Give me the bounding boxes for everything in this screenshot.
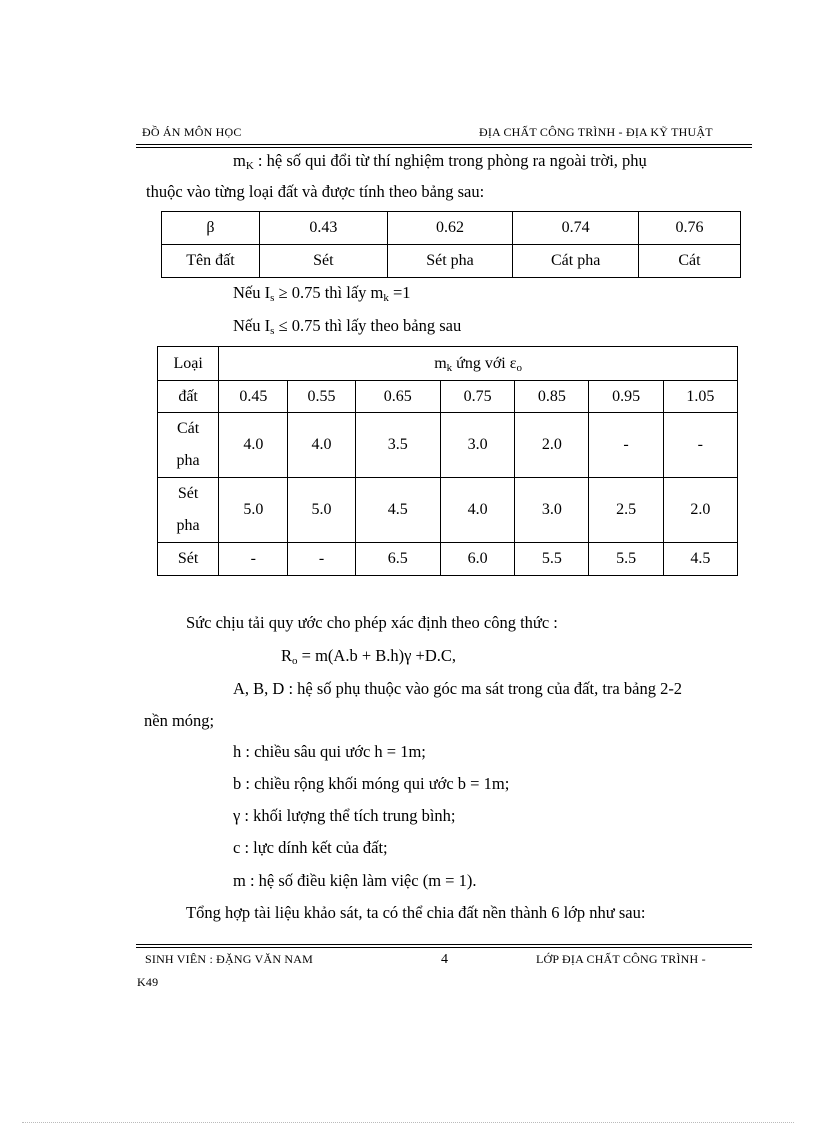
def-m: m : hệ số điều kiện làm việc (m = 1). xyxy=(233,871,477,890)
footer-rule-top xyxy=(136,944,752,945)
table-row: Sét - - 6.5 6.0 5.5 5.5 4.5 xyxy=(158,543,738,576)
coefficient-table xyxy=(161,211,741,278)
formula: $R_o = m(A.b + B.h)\gamma +D.C$, xyxy=(281,646,457,667)
footer-right: LỚP ĐỊA CHẤT CÔNG TRÌNH - xyxy=(536,952,706,966)
header-right: ĐỊA CHẤT CÔNG TRÌNH - ĐỊA KỸ THUẬT xyxy=(479,125,713,139)
def-c: c : lực dính kết của đất; xyxy=(233,838,388,857)
header-rule-top xyxy=(136,144,752,145)
mk-header: $m_k$ ứng với $\varepsilon_o$ xyxy=(219,347,738,381)
table-row: đất 0.45 0.55 0.65 0.75 0.85 0.95 1.05 xyxy=(158,381,738,413)
def-b: b : chiều rộng khối móng qui ước b = 1m; xyxy=(233,774,510,793)
intro-line-1: $m_K$ : hệ số qui đổi từ thí nghiệm trong phòng ra ngoài trời, phụ xyxy=(233,151,647,172)
summary: Tổng hợp tài liệu khảo sát, ta có thể chia đất nền thành 6 lớp như sau: xyxy=(186,903,646,922)
table-row xyxy=(158,347,738,381)
corner-top: Loại xyxy=(158,347,219,381)
footer-left: SINH VIÊN : ĐẶNG VĂN NAM xyxy=(145,952,314,966)
header-left: ĐỒ ÁN MÔN HỌC xyxy=(142,125,242,139)
abd-line-2: nền móng; xyxy=(144,711,215,730)
abd-line-1: A, B, D : hệ số phụ thuộc vào góc ma sát trong của đất, tra bảng 2-2 xyxy=(233,679,683,698)
table-row: Tên đất Sét Sét pha Cát pha Cát xyxy=(162,245,741,278)
mk-table xyxy=(157,346,738,576)
capacity-intro: Sức chịu tải quy ước cho phép xác định theo công thức : xyxy=(186,613,558,632)
corner-bottom: đất xyxy=(158,381,219,413)
table-row: Cát pha 4.0 4.0 3.5 3.0 2.0 - - xyxy=(158,413,738,478)
footer-rule-bottom xyxy=(136,947,752,948)
def-gamma: γ : khối lượng thể tích trung bình; xyxy=(233,806,456,825)
page-number: 4 xyxy=(441,952,449,967)
condition-1: Nếu $I_s \ge 0.75$ thì lấy $m_k =1$ xyxy=(233,283,411,304)
table-row: β 0.43 0.62 0.74 0.76 xyxy=(162,212,741,245)
header-rule-bottom xyxy=(136,147,752,148)
def-h: h : chiều sâu qui ước h = 1m; xyxy=(233,742,426,761)
intro-line-2: thuộc vào từng loại đất và được tính theo bảng sau: xyxy=(146,182,485,201)
table-row: Sét pha 5.0 5.0 4.5 4.0 3.0 2.5 2.0 xyxy=(158,478,738,543)
condition-2: Nếu $I_s \le 0.75$ thì lấy theo bảng sau xyxy=(233,316,462,337)
footer-bottom: K49 xyxy=(137,975,159,989)
